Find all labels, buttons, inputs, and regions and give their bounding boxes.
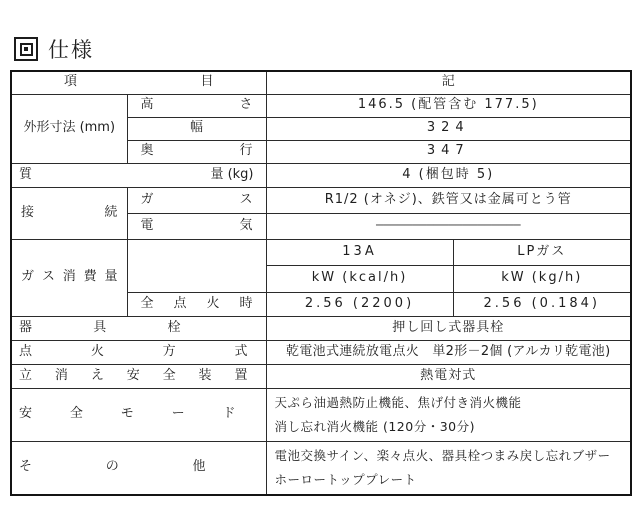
connection-electric-label-cell [127, 213, 266, 239]
dimensions-height-label: 高 さ [140, 97, 253, 113]
burner-valve-label-cell [11, 316, 266, 340]
table-row [11, 94, 631, 117]
gas-type-lp-header: LPガス [453, 239, 631, 265]
dimensions-label: 外形寸法 (mm) [11, 94, 127, 163]
dimensions-width-label: 幅 [127, 117, 266, 140]
gas-value-13a: 2.56 (2200) [266, 292, 453, 316]
table-row [11, 316, 631, 340]
gas-consumption-label: ガ ス 消 費 量 [21, 269, 118, 285]
flame-failure-label: 立 消 え 安 全 装 置 [19, 367, 248, 383]
mass-value: 4 (梱包時 5) [266, 163, 631, 187]
dimensions-height-label-cell [127, 94, 266, 117]
connection-electric-label: 電 気 [140, 217, 253, 233]
all-burners-label: 全 点 火 時 [140, 295, 253, 311]
mass-label-cell [11, 163, 266, 187]
header-item-label: 項 目 [64, 74, 214, 90]
gas-value-lp: 2.56 (0.184) [453, 292, 631, 316]
ignition-value: 乾電池式連続放電点火 単2形－2個 (アルカリ乾電池) [266, 340, 631, 364]
ignition-label-cell [11, 340, 266, 364]
dimensions-height-value: 146.5 (配管含む 177.5) [266, 94, 631, 117]
dimensions-depth-value: 347 [266, 140, 631, 163]
mass-label: 質 量 (kg) [19, 166, 254, 182]
header-value-cell: 記 [266, 71, 631, 94]
dimensions-depth-label-cell [127, 140, 266, 163]
other-value [266, 441, 631, 495]
other-line2: ホーロートッププレート [274, 471, 417, 487]
table-row [11, 187, 631, 213]
table-row [11, 71, 631, 94]
connection-gas-label-cell [127, 187, 266, 213]
table-row [11, 239, 631, 265]
table-row [11, 340, 631, 364]
gas-consumption-blank-cell [127, 239, 266, 292]
table-row [11, 163, 631, 187]
burner-valve-value: 押し回し式器具栓 [266, 316, 631, 340]
dimensions-depth-label: 奥 行 [140, 143, 253, 159]
table-row [11, 364, 631, 388]
header-item-cell [11, 71, 266, 94]
safety-mode-label-cell [11, 388, 266, 441]
other-label-cell [11, 441, 266, 495]
dimensions-width-value: 324 [266, 117, 631, 140]
table-row [11, 441, 631, 495]
connection-label-cell [11, 187, 127, 239]
gas-unit-13a: kW (kcal/h) [266, 265, 453, 292]
connection-electric-value: ──────────────────── [266, 213, 631, 239]
other-line1: 電池交換サイン、楽々点火、器具栓つまみ戻し忘れブザー [274, 447, 611, 463]
gas-type-13a-header: 13A [266, 239, 453, 265]
safety-mode-line1: 天ぷら油過熱防止機能、焦げ付き消火機能 [274, 394, 522, 410]
flame-failure-label-cell [11, 364, 266, 388]
page-title: 仕様 [48, 38, 94, 62]
burner-valve-label: 器 具 栓 [19, 319, 181, 335]
ignition-label: 点 火 方 式 [19, 343, 248, 359]
spec-table [10, 70, 632, 496]
all-burners-label-cell [127, 292, 266, 316]
flame-failure-value: 熱電対式 [266, 364, 631, 388]
safety-mode-line2: 消し忘れ消火機能 (120分・30分) [274, 418, 475, 434]
other-label: そ の 他 [19, 459, 206, 475]
safety-mode-label: 安 全 モ ー ド [19, 406, 236, 422]
connection-label: 接 続 [21, 204, 118, 220]
safety-mode-value [266, 388, 631, 441]
connection-gas-label: ガ ス [140, 191, 253, 207]
nested-square-bullet-icon [14, 37, 38, 61]
connection-gas-value: R1/2 (オネジ)、鉄管又は金属可とう管 [266, 187, 631, 213]
table-row [11, 388, 631, 441]
gas-consumption-label-cell [11, 239, 127, 316]
gas-unit-lp: kW (kg/h) [453, 265, 631, 292]
section-title-bar [14, 34, 94, 64]
